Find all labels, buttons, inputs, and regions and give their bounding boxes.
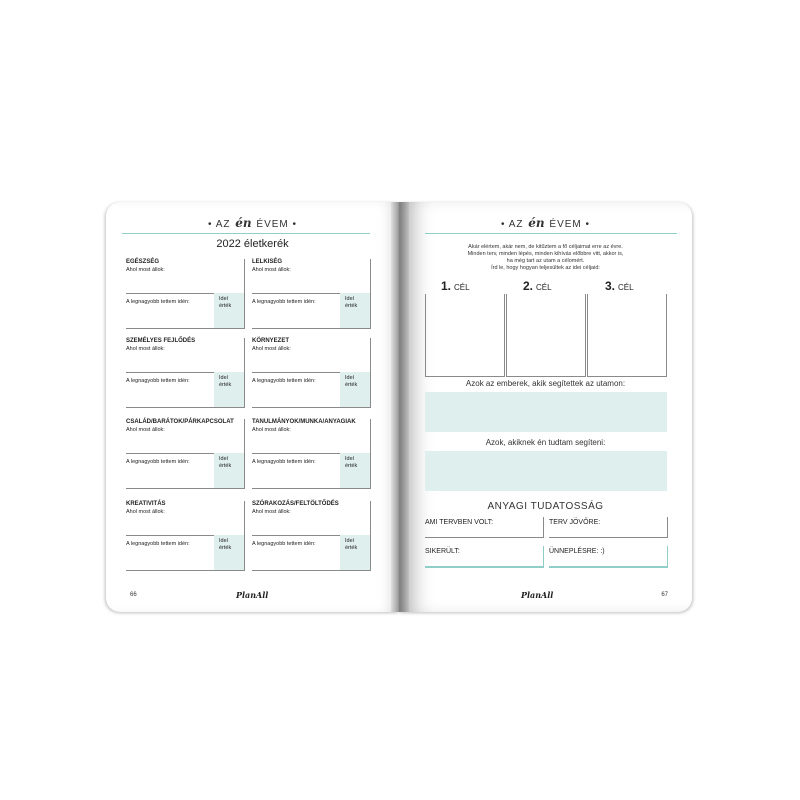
helped-box[interactable]: [425, 392, 667, 432]
life-area-cell[interactable]: [252, 259, 371, 329]
goal-text: CÉL: [454, 283, 470, 292]
planner-spread: [106, 202, 692, 612]
life-area-cell[interactable]: [252, 338, 371, 408]
planall-logo: PlanAll: [521, 590, 554, 600]
goal-number: 3.: [605, 279, 616, 293]
page-title: 2022 életkerék: [216, 238, 289, 250]
best-deed-label: A legnagyobb tettem idén:: [252, 541, 316, 547]
planned-label: AMI TERVBEN VOLT:: [425, 519, 494, 526]
best-deed-label: A legnagyobb tettem idén:: [126, 299, 190, 305]
life-area-title: SZÓRAKOZÁS/FELTÖLTŐDÉS: [252, 501, 339, 507]
next-year-label: TERV JÖVŐRE:: [549, 519, 601, 526]
helped-by-me-box[interactable]: [425, 451, 667, 491]
intro-line: Írd le, hogy hogyan teljesültek az idei céljaid:: [491, 265, 600, 271]
best-deed-label: A legnagyobb tettem idén:: [252, 459, 316, 465]
ideal-value-label: Ideí érték: [345, 296, 358, 309]
goal-3-label: [605, 279, 634, 293]
planned-field[interactable]: [425, 517, 544, 538]
life-area-title: KÖRNYEZET: [252, 338, 290, 344]
goal-text: CÉL: [536, 283, 552, 292]
best-deed-label: A legnagyobb tettem idén:: [252, 299, 316, 305]
best-deed-label: A legnagyobb tettem idén:: [126, 459, 190, 465]
left-page-header: [106, 216, 399, 230]
cell-bottom-line: [126, 328, 244, 329]
right-page: [399, 202, 692, 612]
next-year-field[interactable]: [549, 517, 668, 538]
life-area-title: CSALÁD/BARÁTOK/PÁRKAPCSOLAT: [126, 419, 234, 425]
header-suffix: ÉVEM •: [549, 219, 591, 230]
cell-bottom-line: [126, 488, 244, 489]
cell-bottom-line: [126, 570, 244, 571]
finance-title: ANYAGI TUDATOSSÁG: [487, 501, 604, 512]
current-position-label: Ahol most állok:: [126, 267, 165, 273]
cell-bottom-line: [252, 407, 370, 408]
current-position-label: Ahol most állok:: [126, 427, 165, 433]
cell-bottom-line: [252, 570, 370, 571]
header-en: én: [528, 216, 545, 230]
ideal-value-label: Ideí érték: [345, 375, 358, 388]
header-en: én: [235, 216, 252, 230]
life-area-title: LELKISÉG: [252, 259, 283, 265]
life-area-cell[interactable]: [126, 338, 245, 408]
current-position-label: Ahol most állok:: [252, 427, 291, 433]
goal-3-box[interactable]: [587, 294, 667, 377]
life-area-cell[interactable]: [252, 501, 371, 571]
planall-logo: PlanAll: [236, 590, 269, 600]
life-area-cell[interactable]: [126, 259, 245, 329]
achieved-field[interactable]: [425, 546, 544, 568]
ideal-value-label: Ideí érték: [219, 375, 232, 388]
current-position-label: Ahol most állok:: [252, 346, 291, 352]
goal-1-label: [441, 279, 470, 293]
current-position-label: Ahol most állok:: [126, 346, 165, 352]
helped-by-me-label: Azok, akiknek én tudtam segíteni:: [485, 438, 606, 447]
ideal-value-box[interactable]: [340, 293, 370, 329]
goal-2-box[interactable]: [506, 294, 586, 377]
ideal-value-box[interactable]: [214, 293, 244, 329]
current-position-label: Ahol most állok:: [252, 509, 291, 515]
life-area-cell[interactable]: [126, 419, 245, 489]
ideal-value-label: Ideí érték: [219, 538, 232, 551]
life-area-title: EGÉSZSÉG: [126, 259, 160, 265]
goal-1-box[interactable]: [425, 294, 505, 377]
goal-number: 1.: [441, 279, 452, 293]
life-area-cell[interactable]: [252, 419, 371, 489]
current-position-label: Ahol most állok:: [126, 509, 165, 515]
book-gutter: [391, 202, 409, 612]
left-page: [106, 202, 399, 612]
intro-line: Minden terv, minden lépés, minden kihívás előbbre vitt, akkor is,: [467, 251, 624, 257]
ideal-value-box[interactable]: [340, 372, 370, 408]
goal-2-label: [523, 279, 552, 293]
celebrate-label: ÜNNEPLÉSRE: :): [549, 548, 605, 555]
intro-text: [399, 244, 692, 272]
intro-line: ha még tart az utam a célomért.: [506, 258, 585, 264]
cell-bottom-line: [252, 328, 370, 329]
page-number: 67: [661, 592, 668, 598]
ideal-value-box[interactable]: [214, 372, 244, 408]
best-deed-label: A legnagyobb tettem idén:: [126, 541, 190, 547]
life-area-cell[interactable]: [126, 501, 245, 571]
right-page-header: [399, 216, 692, 230]
life-area-title: KREATIVITÁS: [126, 501, 166, 507]
current-position-label: Ahol most állok:: [252, 267, 291, 273]
best-deed-label: A legnagyobb tettem idén:: [252, 378, 316, 384]
page-number: 66: [130, 592, 137, 598]
cell-bottom-line: [252, 488, 370, 489]
goal-text: CÉL: [618, 283, 634, 292]
cell-bottom-line: [126, 407, 244, 408]
life-area-title: SZEMÉLYES FEJLŐDÉS: [126, 338, 196, 344]
header-prefix: • AZ: [500, 219, 524, 230]
helped-label: Azok az emberek, akik segítettek az utamon:: [465, 379, 626, 388]
ideal-value-box[interactable]: [340, 535, 370, 571]
ideal-value-box[interactable]: [214, 535, 244, 571]
intro-line: Akár elértem, akár nem, de kitűztem a fő céljaimat erre az évre.: [468, 244, 623, 250]
ideal-value-label: Ideí érték: [345, 538, 358, 551]
celebrate-field[interactable]: [549, 546, 668, 568]
ideal-value-label: Ideí érték: [345, 456, 358, 469]
ideal-value-box[interactable]: [340, 453, 370, 489]
header-prefix: • AZ: [207, 219, 231, 230]
ideal-value-box[interactable]: [214, 453, 244, 489]
achieved-label: SIKERÜLT:: [425, 548, 460, 555]
ideal-value-label: Ideí érték: [219, 296, 232, 309]
header-divider: [425, 233, 677, 234]
life-area-title: TANULMÁNYOK/MUNKA/ANYAGIAK: [252, 419, 356, 425]
ideal-value-label: Ideí érték: [219, 456, 232, 469]
header-suffix: ÉVEM •: [256, 219, 298, 230]
best-deed-label: A legnagyobb tettem idén:: [126, 378, 190, 384]
goal-number: 2.: [523, 279, 534, 293]
header-divider: [122, 233, 370, 234]
